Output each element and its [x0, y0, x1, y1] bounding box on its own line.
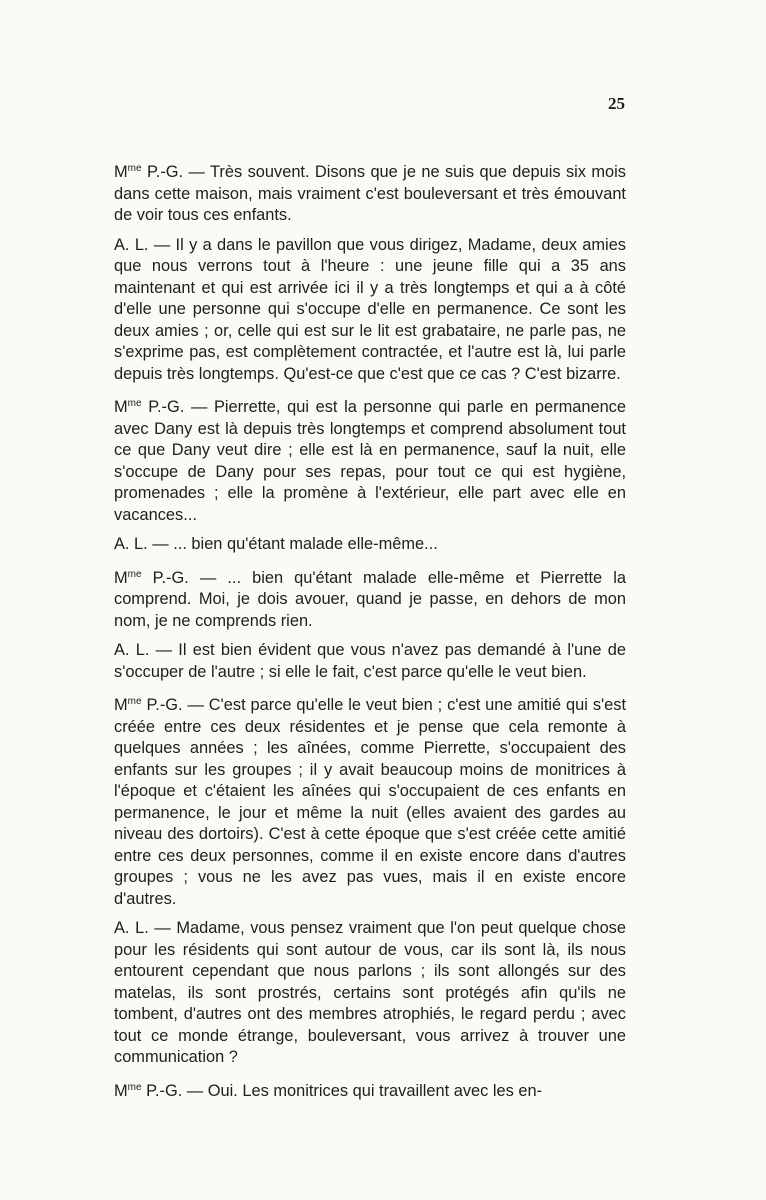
speaker-label: $M^{me}$ P.-G. — [114, 163, 184, 181]
speaker-label: A. L. — [114, 641, 150, 659]
paragraph-text: — ... bien qu'étant malade elle-même... — [147, 535, 438, 553]
paragraph-text: — C'est parce qu'elle le veut bien ; c'est une amitié qui s'est créée entre ces deux résidentes et je pense que cela remonte à quelques années ; les aînées, comme Pierrette, s'occupaient des enfants sur les groupes ; il y avait beaucoup moins de monitrices à l'époque et c'étaient les aînées qui s'occupaient de ces enfants en permanence, le jour et même la nuit (elles avaient des gardes au niveau des dortoirs). C'est à cette époque que s'est créée cette amitié entre ces deux personnes, comme il en existe encore dans d'autres groupes ; vous ne les avez pas vues, mais il en existe encore d'autres. — [114, 696, 627, 908]
paragraph-text: — ... bien qu'étant malade elle-même et Pierrette la comprend. Moi, je dois avouer, quand je passe, en dehors de mon nom, je ne comprends rien. — [114, 568, 627, 630]
speaker-label: A. L. — [114, 919, 149, 937]
page-number: 25 — [608, 94, 625, 113]
speaker-label: $M^{me}$ P.-G. — [114, 568, 189, 587]
paragraph — [114, 640, 626, 683]
paragraph — [114, 393, 626, 526]
paragraph — [114, 918, 626, 1069]
speaker-label: $M^{me}$ P.-G. — [114, 696, 183, 714]
paragraph — [114, 534, 626, 556]
paragraph-text: — Très souvent. Disons que je ne suis que depuis six mois dans cette maison, mais vraiment c'est bouleversant et très émouvant de voir tous ces enfants. — [114, 163, 627, 224]
paragraph — [114, 158, 626, 227]
paragraph-text: — Oui. Les monitrices qui travaillent avec les en- — [182, 1081, 543, 1100]
paragraph-text: — Il y a dans le pavillon que vous dirigez, Madame, deux amies que nous verrons tout à l'heure : une jeune fille qui a 35 ans maintenant et qui est arrivée ici il y a très longtemps et qui a à côté d'elle une personne qui s'occupe d'elle en permanence. Ce sont les deux amies ; or, celle qui est sur le lit est grabataire, ne parle pas, ne s'exprime pas, est complètement contractée, et l'autre est là, lui parle depuis très longtemps. Qu'est-ce que c'est que ce cas ? C'est bizarre. — [114, 235, 627, 383]
paragraph — [114, 564, 626, 633]
speaker-label: A. L. — [114, 535, 148, 553]
paragraph — [114, 691, 626, 910]
paragraph-text: — Pierrette, qui est la personne qui parle en permanence avec Dany est là depuis très longtemps et comprend absolument tout ce que Dany veut dire ; elle est là en permanence, sauf la nuit, elle s'occupe de Dany pour ses repas, pour tout ce qui est hygiène, promenades ; elle la promène à l'extérieur, elle part avec elle en vacances... — [114, 398, 626, 524]
speaker-label: $M^{me}$ P.-G. — [114, 1081, 183, 1100]
paragraph-text: — Il est bien évident que vous n'avez pas demandé à l'une de s'occuper de l'autre ; si elle le fait, c'est parce qu'elle le veut bien. — [114, 641, 626, 681]
paragraph-text: — Madame, vous pensez vraiment que l'on peut quelque chose pour les résidents qui sont autour de vous, car ils sont là, ils nous entourent cependant que nous parlons ; ils sont allongés sur des matelas, ils sont prostrés, certains sont protégés afin qu'ils ne tombent, d'autres ont des membres atrophiés, le regard perdu ; avec tout ce monde étrange, bouleversant, vous arrivez à trouver une communication ? — [114, 919, 626, 1066]
paragraph — [114, 235, 626, 386]
page-body — [114, 158, 626, 1110]
speaker-label: A. L. — [114, 235, 149, 254]
paragraph — [114, 1077, 626, 1103]
speaker-label: $M^{me}$ P.-G. — [114, 398, 185, 416]
